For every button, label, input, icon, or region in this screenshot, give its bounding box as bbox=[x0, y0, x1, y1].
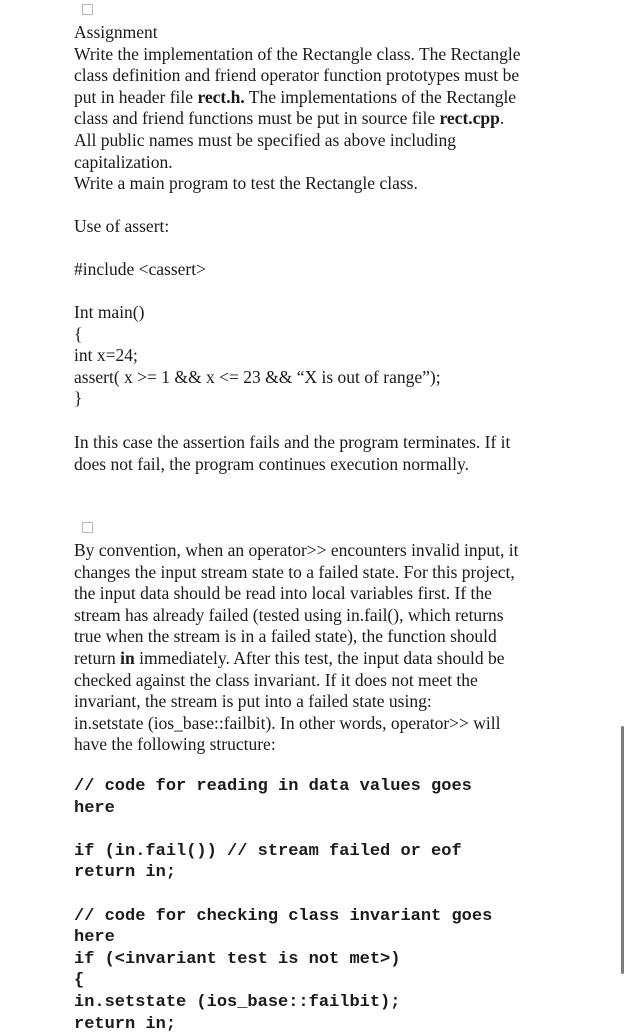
operator-line: checked against the class invariant. If it does not meet the bbox=[74, 669, 478, 690]
code-example-line: } bbox=[74, 388, 83, 409]
code-line: in.setstate (ios_base::failbit); bbox=[74, 993, 401, 1012]
code-line: // code for reading in data values goes bbox=[74, 777, 472, 796]
include-line bbox=[74, 259, 564, 281]
code-line: here bbox=[74, 798, 115, 818]
assignment-line: Assignment bbox=[74, 22, 158, 42]
checkbox-icon[interactable] bbox=[82, 4, 93, 15]
operator-line: stream has already failed (tested using in.fail(), which returns bbox=[74, 604, 504, 625]
code-example-line: Int main() bbox=[74, 302, 145, 322]
assert-example bbox=[74, 302, 564, 410]
code-line: return in; bbox=[74, 863, 177, 883]
code-line: if (in.fail()) // stream failed or eof bbox=[74, 841, 462, 861]
operator-paragraph bbox=[74, 540, 564, 756]
operator-line: By convention, when an operator>> encounters invalid input, it bbox=[74, 540, 519, 560]
operator-line: the input data should be read into local variables first. If the bbox=[74, 583, 492, 604]
assignment-line: Write the implementation of the Rectangle class. The Rectangle bbox=[74, 43, 521, 64]
assignment-line: put in header file rect.h. The implementations of the Rectangle bbox=[74, 86, 517, 107]
bold-text: in bbox=[120, 647, 135, 668]
assignment-line: class definition and friend operator function prototypes must be bbox=[74, 65, 520, 86]
explanation-line: does not fail, the program continues execution normally. bbox=[74, 453, 469, 474]
operator-line: true when the stream is in a failed state), the function should bbox=[74, 626, 497, 647]
operator-line: in.setstate (ios_base::failbit). In other words, operator>> will bbox=[74, 712, 501, 733]
operator-line: return in immediately. After this test, the input data should be bbox=[74, 647, 505, 668]
checkbox-icon[interactable] bbox=[82, 522, 93, 533]
code-line: return in; bbox=[74, 1014, 177, 1034]
code-line: if (<invariant test is not met>) bbox=[74, 949, 401, 969]
operator-line: invariant, the stream is put into a failed state using: bbox=[74, 691, 432, 712]
code-line: { bbox=[74, 971, 85, 991]
assignment-line: class and friend functions must be put in source file rect.cpp. bbox=[74, 108, 505, 129]
scrollbar-thumb[interactable] bbox=[621, 726, 624, 974]
assignment-section bbox=[74, 22, 564, 195]
include-text: #include <cassert> bbox=[74, 259, 206, 279]
operator-line: changes the input stream state to a failed state. For this project, bbox=[74, 561, 515, 582]
bold-text: rect.h. bbox=[197, 86, 245, 107]
explanation-line: In this case the assertion fails and the program terminates. If it bbox=[74, 432, 511, 452]
operator-line: have the following structure: bbox=[74, 734, 276, 755]
assert-intro-text: Use of assert: bbox=[74, 216, 170, 236]
code-line: // code for checking class invariant goes bbox=[74, 906, 493, 926]
assignment-line: capitalization. bbox=[74, 151, 173, 172]
assert-intro bbox=[74, 216, 564, 238]
code-example-line: assert( x >= 1 && x <= 23 && “X is out of range”); bbox=[74, 366, 441, 387]
assignment-line: All public names must be specified as above including bbox=[74, 129, 456, 150]
assert-explanation bbox=[74, 432, 564, 475]
code-line: here bbox=[74, 928, 115, 948]
bold-text: rect.cpp bbox=[439, 108, 500, 129]
code-example-line: int x=24; bbox=[74, 345, 138, 366]
assignment-line: Write a main program to test the Rectangle class. bbox=[74, 173, 418, 194]
code-example-line: { bbox=[74, 323, 83, 344]
